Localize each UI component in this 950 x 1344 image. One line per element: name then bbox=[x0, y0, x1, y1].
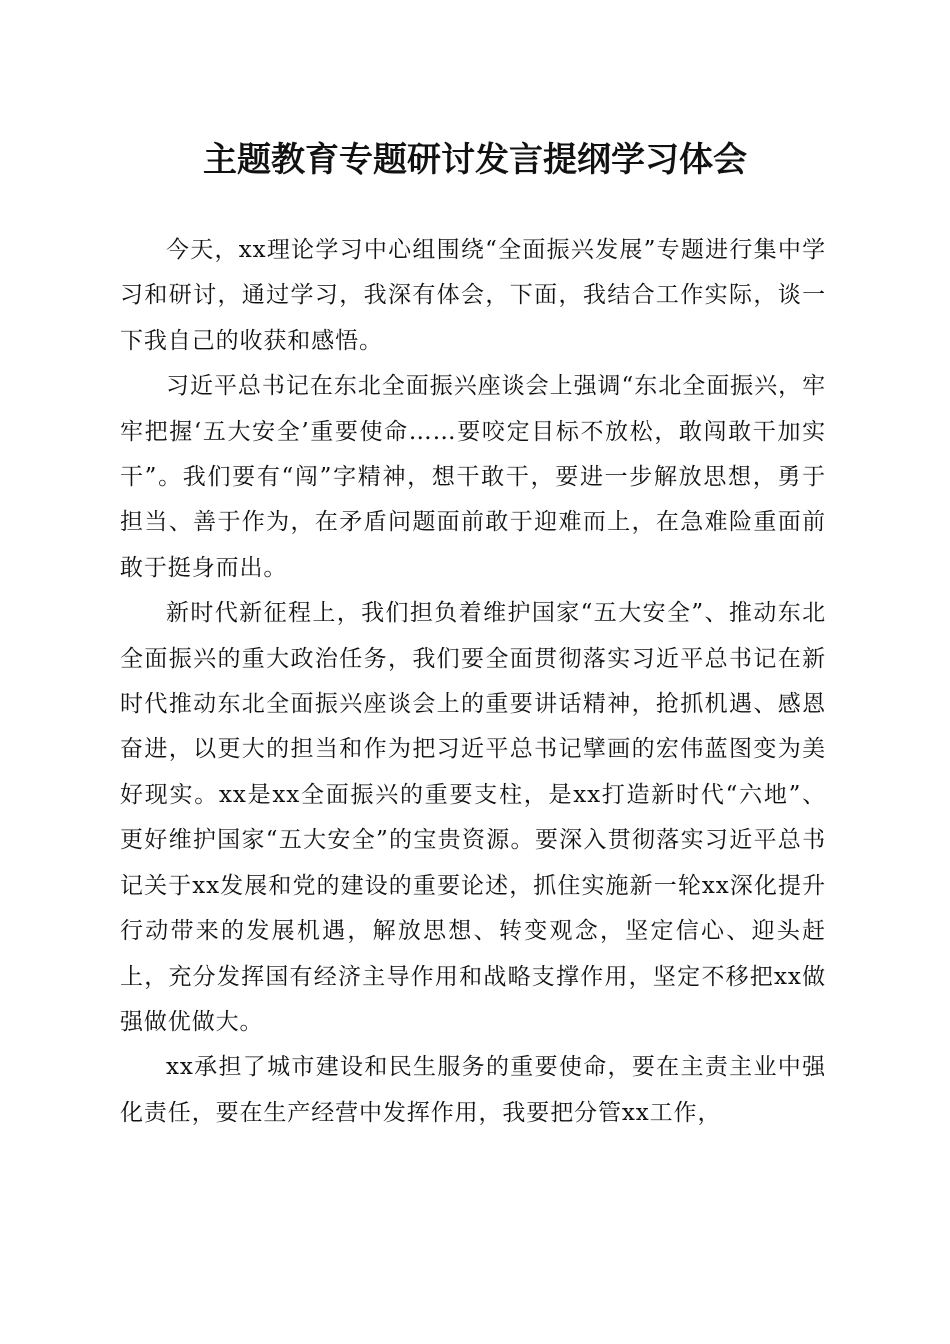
paragraph-2: 习近平总书记在东北全面振兴座谈会上强调“东北全面振兴，牢牢把握‘五大安全’重要使命……要咬定目标不放松，敢闯敢干加实干”。我们要有“闯”字精神，想干敢干，要进一步解放思想，勇于担当、善于作为，在矛盾问题面前敢于迎难而上，在急难险重面前敢于挺身而出。 bbox=[120, 373, 826, 581]
document-body bbox=[120, 228, 826, 1136]
document-title: 主题教育专题研讨发言提纲学习体会 bbox=[203, 140, 747, 180]
paragraph-4: xx承担了城市建设和民生服务的重要使命，要在主责主业中强化责任，要在生产经营中发挥作用，我要把分管xx工作， bbox=[120, 1054, 826, 1126]
paragraph-3: 新时代新征程上，我们担负着维护国家“五大安全”、推动东北全面振兴的重大政治任务，我们要全面贯彻落实习近平总书记在新时代推动东北全面振兴座谈会上的重要讲话精神，抢抓机遇、感恩奋进，以更大的担当和作为把习近平总书记擘画的宏伟蓝图变为美好现实。xx是xx全面振兴的重要支柱，是xx打造新时代“六地”、更好维护国家“五大安全”的宝贵资源。要深入贯彻落实习近平总书记关于xx发展和党的建设的重要论述，抓住实施新一轮xx深化提升行动带来的发展机遇，解放思想、转变观念，坚定信心、迎头赶上，充分发挥国有经济主导作用和战略支撑作用，坚定不移把xx做强做优做大。 bbox=[120, 600, 826, 1035]
paragraph-1: 今天，xx理论学习中心组围绕“全面振兴发展”专题进行集中学习和研讨，通过学习，我深有体会，下面，我结合工作实际，谈一下我自己的收获和感悟。 bbox=[120, 237, 826, 354]
